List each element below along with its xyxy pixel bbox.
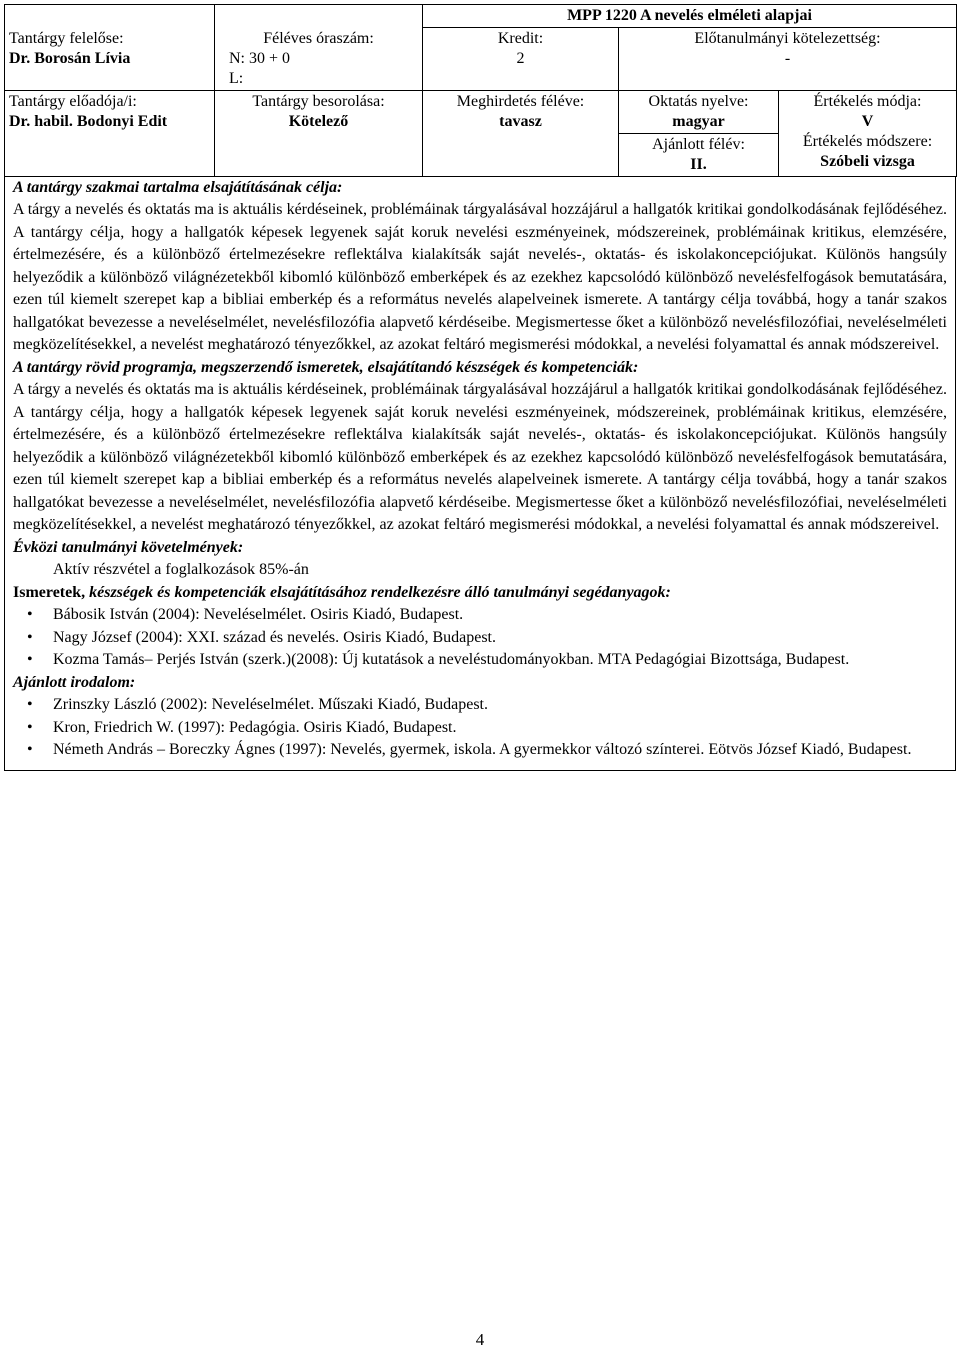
ertekeles-cell (779, 90, 957, 176)
meghirdetes-cell (423, 90, 619, 176)
course-sheet (4, 4, 956, 771)
program-text: A tárgy a nevelés és oktatás ma is aktuális kérdéseinek, problémáinak tárgyalásával hozzájárul a hallgatók kritikai gondolkodásának fejlődéséhez. A tantárgy célja, hogy a hallgatók képesek legyenek saját koruk nevelési eszményeinek, módszereinek, problémáinak kritikus, elemzésére, értelmezésére, és a különböző értelmezésekre reflektálva kialakítsák saját nevelés-, oktatás- és iskolakoncepciójukat. Különös hangsúly helyeződik a különböző világnézetekből kibomló különböző emberképek és az ezekhez kapcsolódó különböző nevelésfelfogások bemutatására, ezen túl kiemelt szerepet kap a bibliai emberkép és a református nevelés alapelveinek ismerete. A tantárgy célja továbbá, hogy a tanár szakos hallgatókat bevezesse a neveléselmélet, nevelésfilozófia alapvető kérdéseibe. Megismertesse őket a különböző nevelésfilozófiai, neveléselméleti megközelítésekkel, a nevelést meghatározó tényezőkkel, az azokat feltáró megismerési módokkal, a nevelési folyamattal és annak módszereivel. (13, 381, 947, 533)
modszer-label: Értékelés módszere: (802, 132, 933, 150)
program-heading: A tantárgy rövid programja, megszerzendő ismeretek, elsajátítandó készségek és kompetenciák: (13, 358, 639, 376)
felelos-name: Dr. Borosán Lívia (9, 49, 131, 67)
irodalom-list (13, 694, 947, 762)
besorolas-label: Tantárgy besorolása: (252, 92, 385, 110)
list-item: • Nagy József (2004): XXI. század és nevelés. Osiris Kiadó, Budapest. (53, 627, 947, 650)
oraszam-l: L: (229, 69, 244, 87)
kredit-value: 2 (516, 50, 525, 67)
besorolas-cell (215, 90, 423, 176)
segedanyag-list (13, 604, 947, 672)
eloado-cell (5, 90, 215, 176)
meghirdetes-label: Meghirdetés féléve: (456, 92, 585, 110)
list-item: • Németh András – Boreczky Ágnes (1997): Nevelés, gyermek, iskola. A gyermekkor változó színterei. Eötvös József Kiadó, Budapest. (53, 739, 947, 762)
oraszam-n: N: 30 + 0 (229, 49, 291, 67)
eloado-label: Tantárgy előadója/i: (9, 92, 137, 110)
besorolas-value: Kötelező (288, 112, 349, 130)
segedanyag-heading-plain: Ismeretek, (13, 583, 90, 601)
ertekeles-mod-label: Értékelés módja: (813, 92, 922, 110)
ajanlott-label: Ajánlott félév: (652, 135, 745, 153)
list-item: • Zrinszky László (2002): Neveléselmélet. Műszaki Kiadó, Budapest. (53, 694, 947, 717)
segedanyag-heading-italic: készségek és kompetenciák elsajátításához rendelkezésre álló tanulmányi segédanyagok: (89, 583, 671, 601)
modszer-value: Szóbeli vizsga (820, 152, 915, 170)
evkozi-text: Aktív részvétel a foglalkozások 85%-án (53, 561, 309, 578)
felelos-cell (5, 28, 215, 91)
elotan-cell (619, 28, 957, 91)
meghirdetes-value: tavasz (499, 112, 542, 130)
list-item: • Kozma Tamás– Perjés István (szerk.)(2008): Új kutatások a neveléstudományokban. MTA Pedagógiai Bizottsága, Budapest. (53, 649, 947, 672)
felelos-label: Tantárgy felelőse: (9, 29, 124, 47)
ajanlott-value: II. (690, 155, 707, 173)
eloado-name: Dr. habil. Bodonyi Edit (9, 112, 168, 130)
oraszam-label: Féléves óraszám: (263, 29, 374, 47)
cel-text: A tárgy a nevelés és oktatás ma is aktuális kérdéseinek, problémáinak tárgyalásával hozzájárul a hallgatók kritikai gondolkodásának fejlődéséhez. A tantárgy célja, hogy a hallgatók képesek legyenek saját koruk nevelési eszményeinek, módszereinek, problémáinak kritikus, elemzésére, értelmezésére, és a különböző értelmezésekre reflektálva kialakítsák saját nevelés-, oktatás- és iskolakoncepciójukat. Különös hangsúly helyeződik a különböző világnézetekből kibomló különböző emberképek és az ezekhez kapcsolódó különböző nevelésfelfogások bemutatására, ezen túl kiemelt szerepet kap a bibliai emberkép és a református nevelés alapelveinek ismerete. A tantárgy célja továbbá, hogy a tanár szakos hallgatókat bevezesse a neveléselmélet, nevelésfilozófia alapvető kérdéseibe. Megismertesse őket a különböző nevelésfilozófiai, neveléselméleti megközelítésekkel, a nevelést meghatározó tényezőkkel, az azokat feltáró megismerési módokkal, a nevelési folyamattal és annak módszereivel. (13, 201, 947, 353)
course-title: MPP 1220 A nevelés elméleti alapjai (423, 5, 957, 28)
cel-heading: A tantárgy szakmai tartalma elsajátításának célja: (13, 178, 343, 196)
ajanlott-cell (619, 133, 779, 176)
list-item: • Kron, Friedrich W. (1997): Pedagógia. Osiris Kiadó, Budapest. (53, 717, 947, 740)
nyelv-label: Oktatás nyelve: (648, 92, 749, 110)
course-content (4, 177, 956, 771)
elotan-label: Előtanulmányi kötelezettség: (694, 30, 881, 47)
elotan-value: - (784, 50, 791, 67)
list-item: • Bábosik István (2004): Neveléselmélet. Osiris Kiadó, Budapest. (53, 604, 947, 627)
evkozi-heading: Évközi tanulmányi követelmények: (13, 538, 244, 556)
oraszam-cell (215, 28, 423, 91)
ertekeles-mod-value: V (861, 112, 874, 130)
felelos-label-cell (5, 5, 215, 28)
kredit-label: Kredit: (497, 30, 544, 47)
course-header-table (4, 4, 957, 177)
segedanyag-heading (13, 582, 947, 605)
nyelv-value: magyar (672, 112, 725, 130)
nyelv-cell (619, 90, 779, 133)
oraszam-label-cell (215, 5, 423, 28)
page-number: 4 (475, 1330, 485, 1349)
irodalom-heading: Ajánlott irodalom: (13, 673, 136, 691)
kredit-cell (423, 28, 619, 91)
